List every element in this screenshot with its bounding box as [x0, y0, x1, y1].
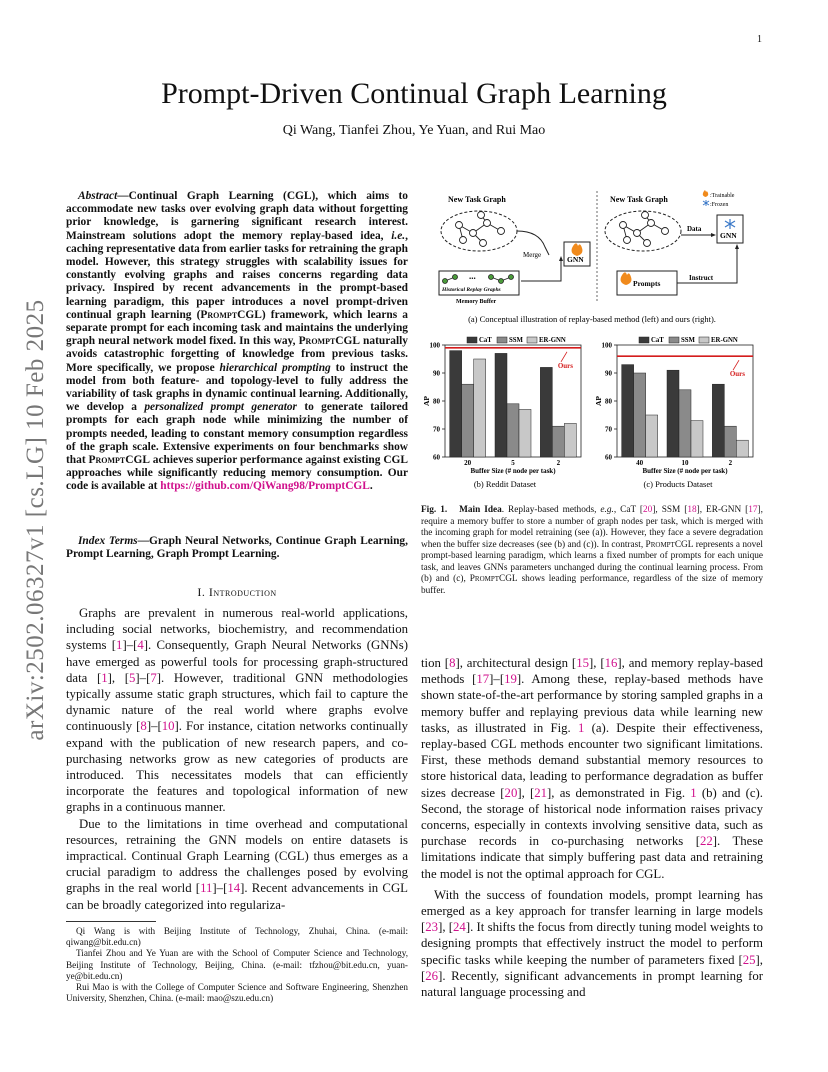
index-terms: [66, 535, 408, 561]
paragraph: With the success of foundation models, prompt learning has emerged as a key approach for transfer learning in large models [23], [24]. It shifts the focus from directly tuning model weights to designing prompts that effectively instruct the model to perform specific tasks while keeping the number of parameters fixed [25], [26]. Recently, significant advancements in prompt learning for natural language processing and: [421, 887, 764, 1000]
paragraph: Graphs are prevalent in numerous real-world applications, including social networks, biochemistry, and recommendation systems [1]–[4]. Consequently, Graph Neural Networks (GNNs) have emerged as powerful tools for processing graph-structured data [1], [5]–[7]. However, traditional GNN methodologies typically assume static graph structures, which fail to capture the dynamic nature of the real world where graphs evolve continuously [8]–[10]. For instance, citation networks continually expand with the publication of new research papers, and co-purchasing networks grow as new categories of products are introduced. This necessitates models that can efficiently incorporate the features and topological information of new graphs in a continuous manner.: [66, 606, 409, 815]
y-tick-label: 100: [429, 341, 440, 350]
citation-link[interactable]: 17: [748, 505, 758, 515]
abstract-text: —Continual Graph Learning (CGL), which aims to accommodate new tasks over evolving graph data without forgetting prior knowledge, is garnering significant research interest. Mainstream solutions adopt the memory replay-based idea,: [66, 190, 408, 242]
gnn-label: GNN: [567, 255, 584, 264]
bar: [712, 384, 724, 457]
legend-swatch: [527, 337, 537, 343]
legend-frozen: :Frozen: [710, 202, 729, 208]
y-tick-label: 70: [433, 425, 440, 434]
y-tick-label: 70: [605, 425, 612, 434]
bar: [622, 365, 634, 457]
intro-left-column: [66, 605, 408, 913]
figure-caption: Fig. 1. Main Idea. Replay-based methods, e.g., CaT [20], SSM [18], ER-GNN [17], require a memory buffer to store a number of graph nodes per task, which is merged with the incoming graph for model retraining (see (a)). However, they face a severe degradation when the buffer size decreases (see (b) and (c)). In contrast, PromptCGL represents a novel prompt-based learning paradigm, which learns a fixed number of prompts for each unique task, and leaves GNNs parameters unchanged during the continual learning process. From (b) and (c), PromptCGL shows leading performance, regardless of the size of memory buffer.: [421, 505, 763, 596]
y-tick-label: 60: [605, 453, 612, 462]
subcaption-c: (c) Products Dataset: [643, 479, 713, 489]
paragraph: Due to the limitations in time overhead and computational resources, retraining the GNN models on entire datasets is impractical. Continual Graph Learning (CGL) thus emerges as a crucial paradigm to address the challenges posed by evolving graphs in the real world [11]–[14]. Recent advancements in CGL can be broadly categorized into regulariza-: [66, 816, 408, 912]
figure-1-graphic: [421, 185, 763, 495]
citation-link[interactable]: 24: [453, 920, 466, 935]
legend-entry: CaT: [651, 337, 664, 344]
citation-link[interactable]: 10: [161, 719, 175, 734]
method-name: PromptCGL: [298, 335, 360, 348]
bar: [450, 351, 462, 457]
ellipsis-label: ...: [469, 271, 476, 281]
abstract-text: to generate tailored prompts for each graph node while minimizing the number of prompts needed, leading to constant memory consumption regardless of the graph scale. Extensive experiments on four benchmarks show that: [66, 401, 409, 467]
x-axis-label: Buffer Size (# node per task): [470, 467, 556, 475]
gnn-label-right: GNN: [720, 231, 737, 240]
abstract-text: to instruct the model from both feature- and topology-level to fully address the variability of task graphs in dynamic continual learning. Additionally, we develop a: [66, 361, 408, 414]
flame-icon: [703, 190, 708, 197]
method-name: PromptCGL: [200, 308, 262, 321]
y-tick-label: 90: [605, 369, 612, 378]
code-link[interactable]: https://github.com/QiWang98/PromptCGL: [160, 480, 370, 493]
index-terms-label: Index Terms: [78, 535, 138, 547]
merge-label: Merge: [523, 251, 542, 259]
task-graph-nodes: [456, 212, 505, 247]
subcaption-a: (a) Conceptual illustration of replay-based method (left) and ours (right).: [468, 314, 716, 324]
x-tick-label: 2: [728, 459, 733, 467]
method-name: PromptCGL: [469, 574, 518, 584]
citation-link[interactable]: 18: [687, 505, 697, 515]
citation-link[interactable]: 23: [425, 920, 439, 935]
citation-link[interactable]: 16: [604, 656, 618, 670]
citation-link[interactable]: 17: [476, 672, 490, 687]
figure-1: [421, 185, 763, 495]
legend-entry: SSM: [509, 337, 523, 344]
ours-pointer: [561, 352, 567, 362]
citation-link[interactable]: 20: [643, 505, 653, 515]
footnote: Tianfei Zhou and Ye Yuan are with the School of Computer Science and Technology, Beijing Institute of Technology, Beijing, China. (e-mail: tfzhou@bit.edu.cn, yuan-ye@bit.edu.cn): [66, 948, 408, 981]
bar: [724, 426, 736, 457]
legend-trainable: :Trainable: [710, 193, 735, 199]
legend-entry: SSM: [681, 337, 695, 344]
caption-bold: Main Idea: [459, 505, 502, 515]
abstract-text: naturally avoids catastrophic forgetting of knowledge from previous tasks. More specifically, we propose: [66, 335, 408, 374]
new-task-graph-label-right: New Task Graph: [610, 195, 668, 204]
legend-entry: ER-GNN: [539, 337, 566, 344]
citation-link[interactable]: 5: [129, 670, 136, 685]
footnote: Rui Mao is with the College of Computer Science and Software Engineering, Shenzhen University, Shenzhen, China. (e-mail: mao@szu.edu.cn): [66, 982, 408, 1004]
arxiv-id-text: arXiv:2502.06327v1 [cs.LG] 10 Feb 2025: [22, 299, 49, 741]
citation-link[interactable]: 25: [742, 952, 756, 967]
ours-label: Ours: [729, 370, 745, 379]
bar: [679, 390, 691, 457]
abstract-text: achieves superior performance against existing CGL approaches while significantly reducing memory consumption. Our code is available at: [66, 454, 409, 493]
chart-products: [594, 337, 753, 475]
x-tick-label: 40: [636, 459, 644, 467]
snowflake-icon: [703, 200, 709, 206]
intro-right-column: [421, 655, 763, 1000]
figure-link[interactable]: 1: [577, 720, 585, 735]
citation-link[interactable]: 1: [116, 638, 123, 653]
y-tick-label: 80: [605, 397, 612, 406]
data-label: Data: [687, 225, 702, 233]
citation-link[interactable]: 19: [504, 672, 517, 687]
x-tick-label: 10: [681, 459, 689, 467]
y-tick-label: 80: [433, 397, 440, 406]
method-name: PromptCGL: [88, 454, 150, 467]
abstract: [66, 190, 408, 494]
y-tick-label: 100: [601, 341, 612, 350]
bar: [495, 353, 507, 457]
x-tick-label: 2: [556, 459, 561, 467]
bar: [462, 384, 474, 457]
bar: [519, 409, 531, 457]
index-terms-text: —Graph Neural Networks, Continue Graph Learning, Prompt Learning, Graph Prompt Learning.: [66, 535, 408, 561]
bar: [736, 440, 748, 457]
method-name: PromptCGL: [645, 539, 694, 550]
citation-link[interactable]: 7: [150, 670, 157, 685]
citation-link[interactable]: 1: [101, 670, 108, 685]
abstract-text: ) framework, which learns a separate prompt for each incoming task and maintains the underlying graph neural network model fixed. In this way,: [66, 308, 409, 348]
diagram-prompt-based: [605, 190, 743, 295]
footnote-rule: [66, 921, 156, 922]
chart-reddit: [422, 337, 581, 475]
abstract-ie: i.e.: [391, 229, 406, 242]
y-axis-label: AP: [594, 396, 603, 406]
legend-swatch: [497, 337, 507, 343]
footnotes: [66, 926, 408, 1004]
citation-link[interactable]: 8: [449, 656, 456, 670]
legend-swatch: [699, 337, 709, 343]
abstract-emphasis: hierarchical prompting: [219, 361, 331, 374]
memory-buffer-label: Memory Buffer: [456, 299, 497, 305]
citation-link[interactable]: 11: [200, 881, 213, 896]
figure-link[interactable]: 1: [690, 785, 697, 800]
bar: [474, 359, 486, 457]
paragraph: tion [8], architectural design [15], [16], and memory replay-based methods [17]–[19]. Among these, replay-based methods have shown state-of-the-art performance by storing sampled graphs in a memory buffer and replaying previous data while learning new tasks, as illustrated in Fig. 1 (a). Despite their effectiveness, replay-based CGL methods encounter two significant limitations. First, these methods demand substantial memory resources to store historical data, leading to performance degradation as buffer sizes decrease [20], [21], as demonstrated in Fig. 1 (b) and (c). Second, the storage of historical node information raises privacy concerns, especially in contexts involving sensitive data, such as purchase records in co-purchasing networks [22]. These limitations indicate that simply buffering past data and retraining the model is not the optimal approach for CGL.: [421, 656, 764, 881]
citation-link[interactable]: 22: [699, 834, 713, 849]
historical-replay-label: Historical Replay Graphs: [442, 287, 501, 293]
caption-label: Fig. 1.: [421, 505, 448, 515]
citation-link[interactable]: 26: [425, 968, 439, 983]
prompts-label: Prompts: [633, 279, 661, 288]
legend-swatch: [467, 337, 477, 343]
page-number: 1: [757, 34, 762, 45]
citation-link[interactable]: 14: [227, 881, 241, 896]
bar: [634, 373, 646, 457]
citation-link[interactable]: 20: [504, 785, 518, 800]
chart-legend: [467, 337, 566, 344]
y-tick-label: 90: [433, 369, 440, 378]
subcaption-b: (b) Reddit Dataset: [473, 479, 537, 489]
abstract-text: .: [369, 480, 373, 493]
bar: [507, 404, 519, 457]
citation-link[interactable]: 15: [576, 656, 589, 670]
x-tick-label: 5: [511, 459, 515, 467]
bar: [552, 426, 564, 457]
citation-link[interactable]: 4: [137, 638, 144, 653]
section-heading: I. Introduction: [197, 585, 277, 599]
bar: [667, 370, 679, 457]
ours-label: Ours: [557, 361, 573, 370]
x-axis-label: Buffer Size (# node per task): [642, 467, 728, 475]
ours-pointer: [733, 360, 739, 370]
x-tick-label: 20: [464, 459, 472, 467]
paper-authors: Qi Wang, Tianfei Zhou, Ye Yuan, and Rui Mao: [282, 123, 546, 138]
legend-entry: CaT: [479, 337, 492, 344]
y-axis-label: AP: [422, 396, 431, 406]
bar: [540, 367, 552, 457]
diagram-replay-based: [439, 195, 590, 305]
paper-title: Prompt-Driven Continual Graph Learning: [161, 77, 667, 110]
bar: [691, 421, 703, 457]
citation-link[interactable]: 21: [534, 785, 548, 800]
bar: [646, 415, 658, 457]
legend-swatch: [669, 337, 679, 343]
abstract-emphasis: personalized prompt generator: [144, 401, 297, 414]
footnote: Qi Wang is with Beijing Institute of Technology, Zhuhai, China. (e-mail: qiwang@bit.edu.cn): [66, 926, 408, 948]
citation-link[interactable]: 8: [140, 719, 147, 734]
instruct-label: Instruct: [689, 274, 714, 282]
abstract-text: , caching representative data from earlier tasks for retraining the graph model. However, this strategy struggles with scalability issues for constantly evolving graphs and raises concerns regarding data privacy. Inspired by recent advancements in the prompt-based learning paradigm, this paper introduces a novel prompt-driven continual graph learning (: [66, 229, 408, 321]
chart-legend: [639, 337, 738, 344]
bar: [564, 423, 576, 457]
abstract-label: Abstract: [78, 190, 118, 202]
legend-entry: ER-GNN: [711, 337, 738, 344]
legend-swatch: [639, 337, 649, 343]
y-tick-label: 60: [433, 453, 440, 462]
new-task-graph-label: New Task Graph: [448, 195, 506, 204]
